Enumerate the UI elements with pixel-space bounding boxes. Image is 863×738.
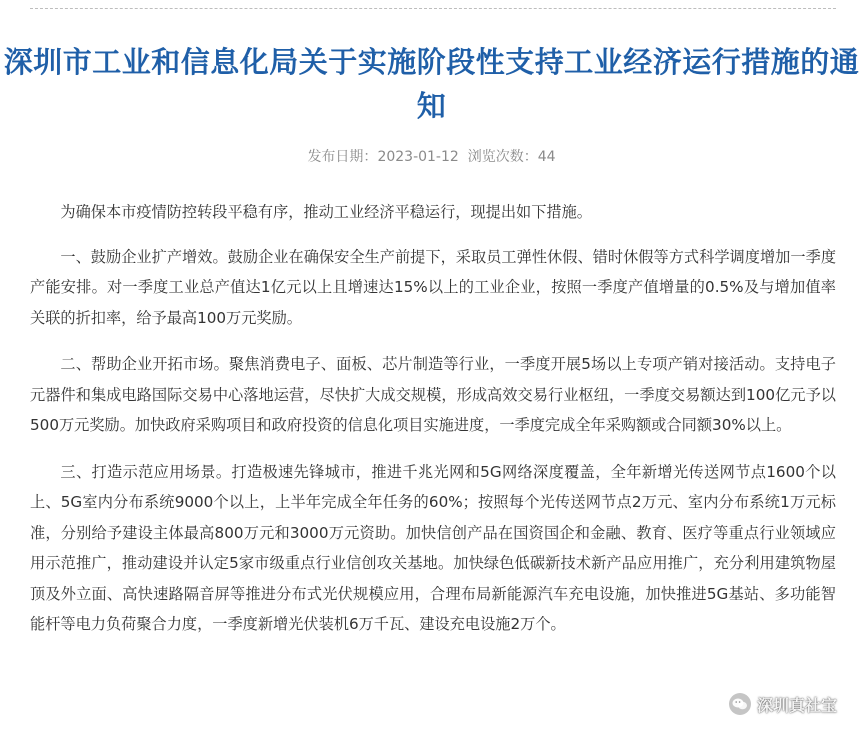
wechat-icon bbox=[729, 693, 751, 715]
view-count: 44 bbox=[537, 149, 556, 165]
paragraph-intro: 为确保本市疫情防控转段平稳有序，推动工业经济平稳运行，现提出如下措施。 bbox=[60, 203, 592, 221]
watermark bbox=[729, 690, 837, 718]
paragraph-2: 二、帮助企业开拓市场。聚焦消费电子、面板、芯片制造等行业，一季度开展5场以上专项产销对接活动。支持电子元器件和集成电路国际交易中心落地运营，尽快扩大成交规模，形成高效交易行业枢纽，一季度交易额达到100亿元予以500万元奖励。加快政府采购项目和政府投资的信息化项目实施进度，一季度完成全年采购额或合同额30%以上。 bbox=[30, 355, 836, 434]
article-body bbox=[30, 197, 836, 656]
publish-date-label: 发布日期： bbox=[307, 149, 378, 165]
top-divider bbox=[30, 8, 836, 9]
article-meta bbox=[0, 147, 863, 167]
publish-date: 2023-01-12 bbox=[377, 149, 459, 165]
view-count-label: 浏览次数： bbox=[467, 149, 538, 165]
page-title: 深圳市工业和信息化局关于实施阶段性支持工业经济运行措施的通知 bbox=[3, 45, 860, 123]
watermark-text: 深圳真社宝 bbox=[756, 695, 837, 715]
paragraph-1: 一、鼓励企业扩产增效。鼓励企业在确保安全生产前提下，采取员工弹性休假、错时休假等方式科学调度增加一季度产能安排。对一季度工业总产值达1亿元以上且增速达15%以上的工业企业，按照一季度产值增量的0.5%及与增加值率关联的折扣率，给予最高100万元奖励。 bbox=[30, 247, 836, 327]
paragraph-3: 三、打造示范应用场景。打造极速先锋城市，推进千兆光网和5G网络深度覆盖，全年新增光传送网节点1600个以上、5G室内分布系统9000个以上，上半年完成全年任务的60%；按照每个光传送网节点2万元、室内分布系统1万元标准，分别给予建设主体最高800万元和3000万元资助。加快信创产品在国资国企和金融、教育、医疗等重点行业领域应用示范推广，推动建设并认定5家市级重点行业信创攻关基地。加快绿色低碳新技术新产品应用推广，充分利用建筑物屋顶及外立面、高快速路隔音屏等推进分布式光伏规模应用，合理布局新能源汽车充电设施，加快推进5G基站、多功能智能杆等电力负荷聚合力度，一季度新增光伏装机6万千瓦、建设充电设施2万个。 bbox=[30, 462, 836, 633]
